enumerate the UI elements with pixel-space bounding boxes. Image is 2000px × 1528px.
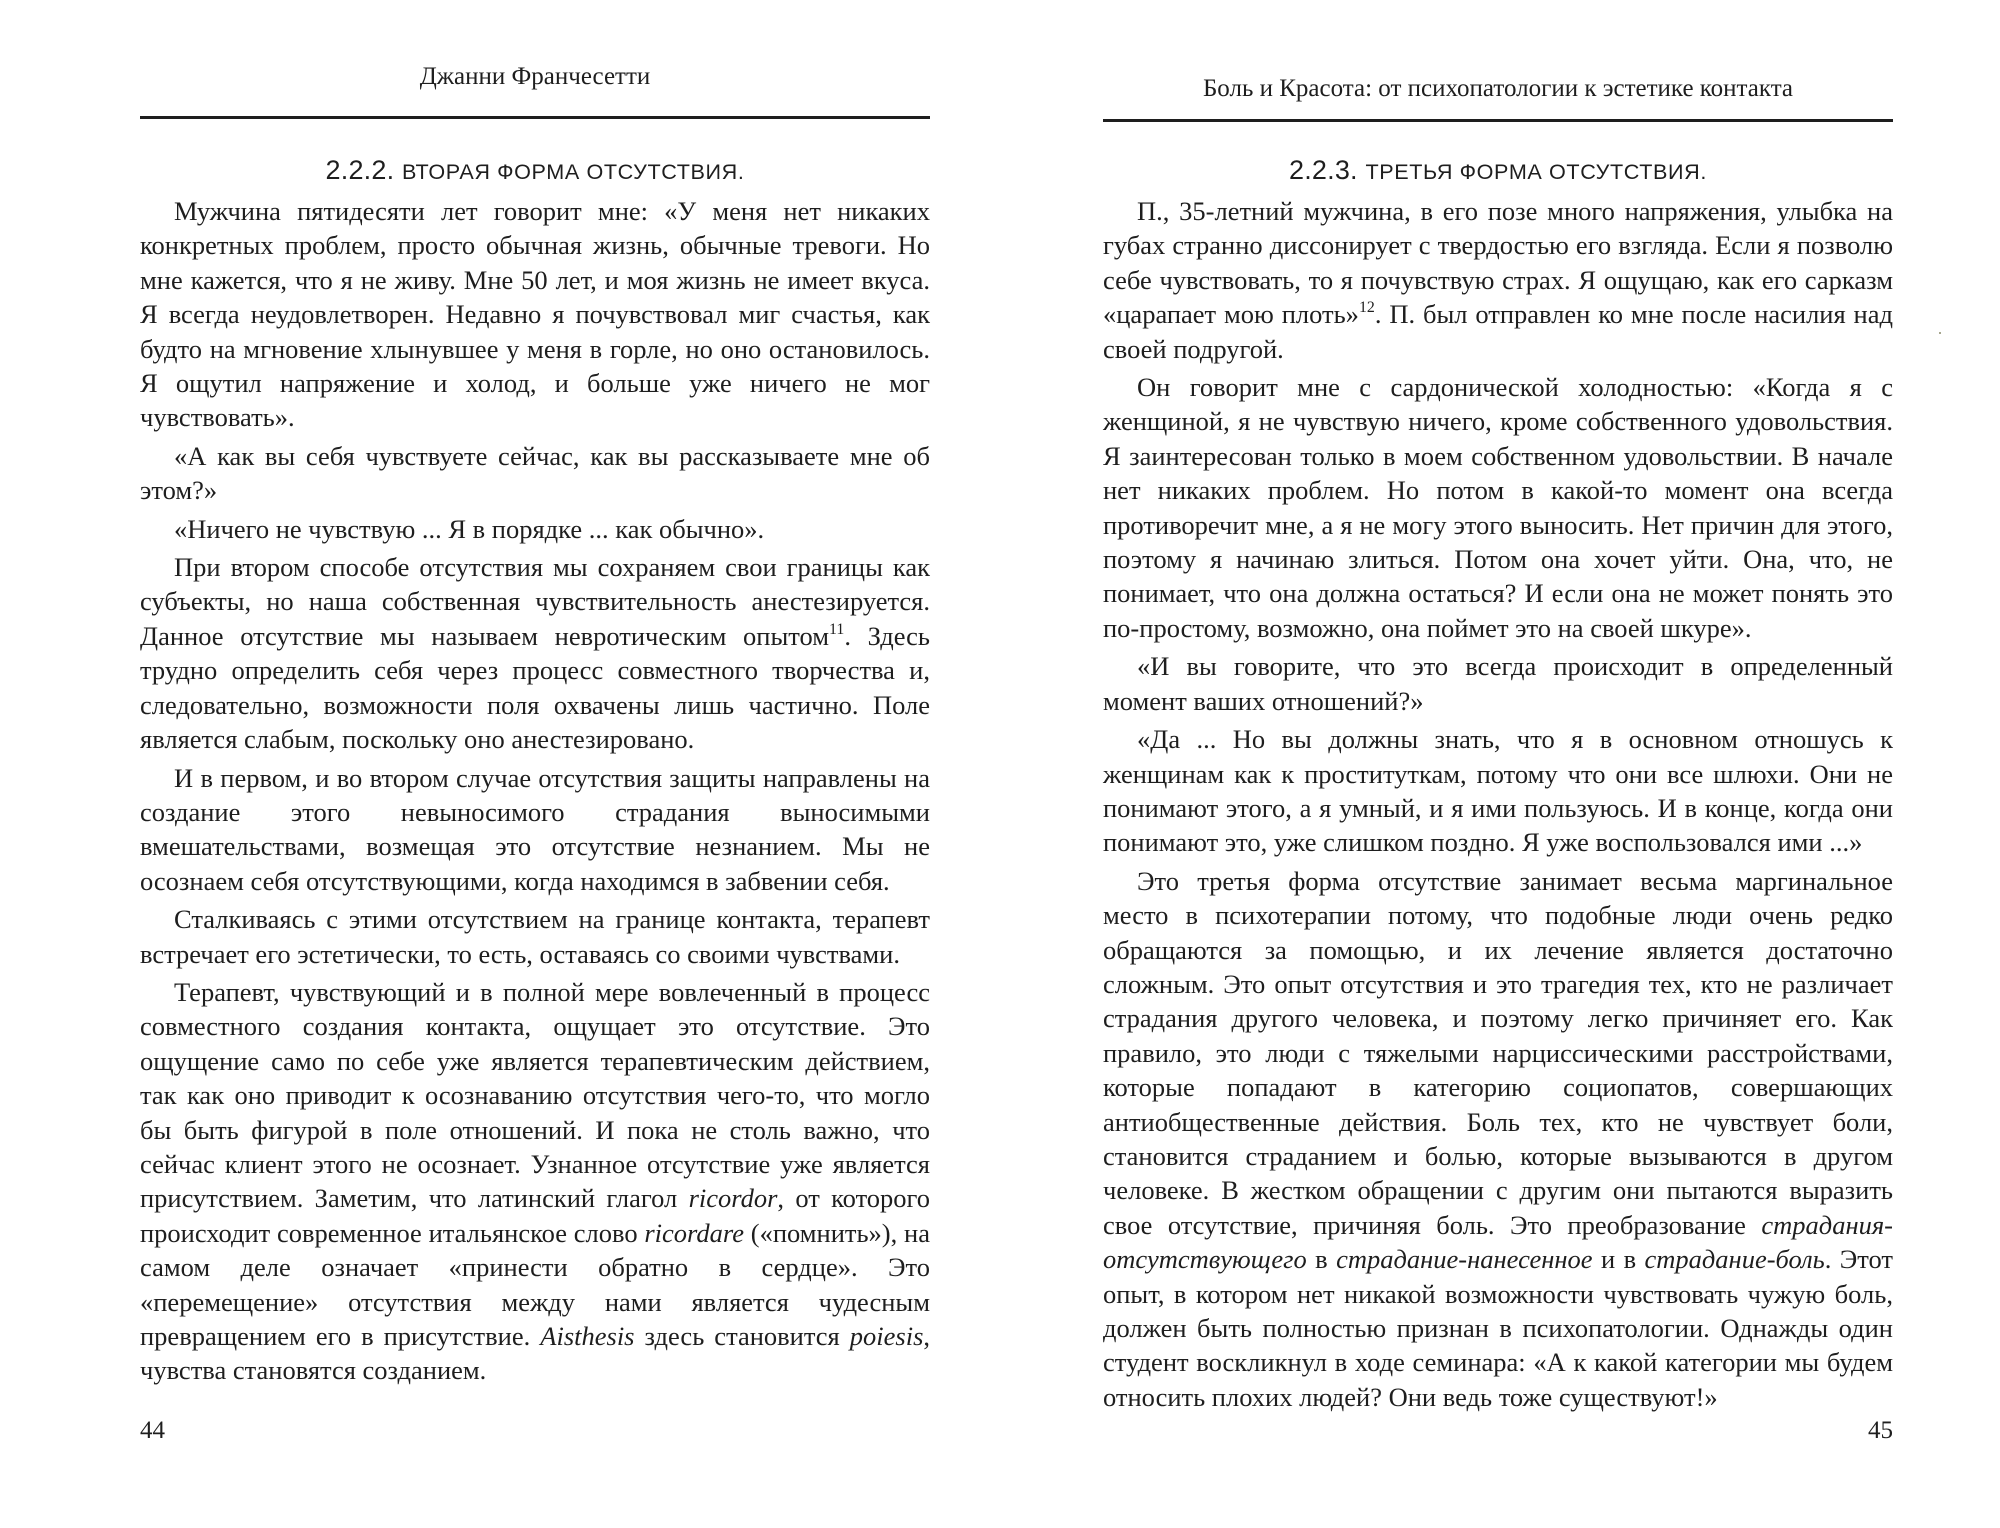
paragraph: Он говорит мне с сардонической холодностью: «Когда я с женщиной, я не чувствую ничего, кроме собственного удовольствия. Я заинтересован только в моем собственном удовольствии. В начале нет никаких проблем. Но потом в какой-то момент она всегда противоречит мне, а я не могу этого выносить. Нет причин для этого, поэтому я начинаю злиться. Потом она хочет уйти. Она, что, не понимает, что она должна остаться? И если она не может понять это по-простому, возможно, она поймет это на своей шкуре».: [1103, 372, 1893, 643]
paragraph-text: («помнить»), на самом деле означает «принести обратно в сердце». Это «перемещение» отсутствия между нами является чудесным превращением его в присутствие.: [140, 1217, 930, 1351]
paragraph-text: и в: [1592, 1244, 1645, 1275]
italic-term: страдание-боль: [1644, 1244, 1825, 1275]
paragraph: [1103, 194, 1893, 366]
paragraph: [140, 550, 930, 756]
page-number: 44: [140, 1417, 165, 1444]
body-text: [140, 194, 930, 1388]
italic-term: ricordor: [688, 1183, 778, 1214]
page-number: 45: [1868, 1417, 1893, 1444]
running-head-author: Джанни Франчесетти: [419, 63, 651, 90]
paragraph: «Ничего не чувствую ... Я в порядке ... как обычно».: [174, 513, 765, 544]
paragraph: И в первом, и во втором случае отсутствия защиты направлены на создание этого невыносимого страдания выносимыми вмешательствами, возмещая это отсутствие незнанием. Мы не осознаем себя отсутствующими, когда находимся в забвении себя.: [140, 762, 930, 896]
italic-term: страдание-нанесенное: [1336, 1244, 1593, 1275]
italic-term: страдания-отсутствующего: [1103, 1209, 1893, 1275]
paragraph: Сталкиваясь с этими отсутствием на границе контакта, терапевт встречает его эстетически, то есть, оставаясь со своими чувствами.: [140, 904, 930, 969]
right-page: [1103, 0, 1893, 1528]
paragraph-text: Терапевт, чувствующий и в полной мере вовлеченный в процесс совместного создания контакта, ощущает это отсутствие. Это ощущение само по себе уже является терапевтическим действием, так как оно приводит к осознаванию отсутствия чего-то, что могло бы быть фигурой в поле отношений. И пока не столь важно, что сейчас клиент этого не осознает. Узнанное отсутствие уже является присутствием. Заметим, что латинский глагол: [140, 976, 930, 1214]
section-title: ТРЕТЬЯ ФОРМА ОТСУТСТВИЯ.: [1365, 159, 1707, 184]
footnote-marker: 12: [1358, 299, 1375, 317]
paragraph-text: , чувства становятся созданием.: [140, 1321, 931, 1386]
paragraph-text: . П. был отправлен ко мне после насилия над своей подругой.: [1103, 299, 1893, 364]
paragraph-text: При втором способе отсутствия мы сохраняем свои границы как субъекты, но наша собственная чувствительность анестезируется. Данное отсутствие мы называем невротическим опытом: [140, 552, 930, 651]
body-text: [1103, 194, 1893, 1414]
paragraph: [1103, 864, 1893, 1415]
paragraph: «И вы говорите, что это всегда происходит в определенный момент ваших отношений?»: [1103, 651, 1893, 716]
section-title: ВТОРАЯ ФОРМА ОТСУТСТВИЯ.: [402, 159, 745, 184]
paragraph-text: , от которого происходит современное итальянское слово: [140, 1183, 931, 1248]
paragraph-text: П., 35-летний мужчина, в его позе много напряжения, улыбка на губах странно диссонирует с твердостью его взгляда. Если я позволю себе чувствовать, то я почувствую страх. Я ощущаю, как его сарказм «царапает мою плоть»: [1103, 196, 1893, 330]
print-speck: [1939, 332, 1941, 334]
paragraph: «Да ... Но вы должны знать, что я в основном отношусь к женщинам как к проституткам, потому что они все шлюхи. Они не понимают этого, а я умный, и я ими пользуюсь. И в конце, когда они понимают это, уже слишком поздно. Я уже воспользовался ими ...»: [1103, 724, 1893, 858]
section-number: 2.2.3.: [1289, 155, 1358, 185]
paragraph-text: . Здесь трудно определить себя через процесс совместного творчества и, следовательно, возможности поля охвачены лишь частично. Поле является слабым, поскольку оно анестезировано.: [140, 620, 930, 755]
section-heading: [140, 153, 930, 189]
section-heading: [1103, 153, 1893, 189]
running-head-title: Боль и Красота: от психопатологии к эстетике контакта: [1202, 75, 1794, 102]
left-page: [140, 0, 930, 1528]
paragraph: [140, 975, 930, 1388]
paragraph: Мужчина пятидесяти лет говорит мне: «У меня нет никаких конкретных проблем, просто обычная жизнь, обычные тревоги. Но мне кажется, что я не живу. Мне 50 лет, и моя жизнь не имеет вкуса. Я всегда неудовлетворен. Недавно я почувствовал миг счастья, как будто на мгновение хлынувшее у меня в горле, но оно остановилось. Я ощутил напряжение и холод, и больше уже ничего не мог чувствовать».: [140, 196, 930, 433]
section-number: 2.2.2.: [325, 155, 395, 185]
paragraph-text: здесь становится: [634, 1321, 850, 1351]
footnote-marker: 11: [829, 620, 845, 638]
header-rule: [1103, 119, 1893, 122]
paragraph-text: в: [1306, 1244, 1337, 1275]
paragraph-text: . Этот опыт, в котором нет никакой возможности чувствовать чужую боль, должен быть полностью признан в психопатологии. Однажды один студент воскликнул в ходе семинара: «А к какой категории мы будем относить плохих людей? Они ведь тоже существуют!»: [1103, 1244, 1893, 1412]
paragraph-text: Это третья форма отсутствие занимает весьма маргинальное место в психотерапии потому, что подобные люди очень редко обращаются за помощью, и их лечение является достаточно сложным. Это опыт отсутствия и это трагедия тех, кто не различает страдания другого человека, и поэтому легко причиняет его. Как правило, это люди с тяжелыми нарциссическими расстройствами, которые попадают в категорию социопатов, совершающих антиобщественные действия. Боль тех, кто не чувствует боли, становится страданием и болью, которые вызываются в другом человеке. В жестком обращении с другим они пытаются выразить свое отсутствие, причиняя боль. Это преобразование: [1103, 865, 1893, 1240]
paragraph: «А как вы себя чувствуете сейчас, как вы рассказываете мне об этом?»: [140, 440, 930, 506]
header-rule: [140, 116, 930, 119]
italic-term: Aisthesis: [540, 1321, 635, 1351]
italic-term: ricordare: [644, 1217, 744, 1248]
italic-term: poiesis: [849, 1321, 924, 1351]
